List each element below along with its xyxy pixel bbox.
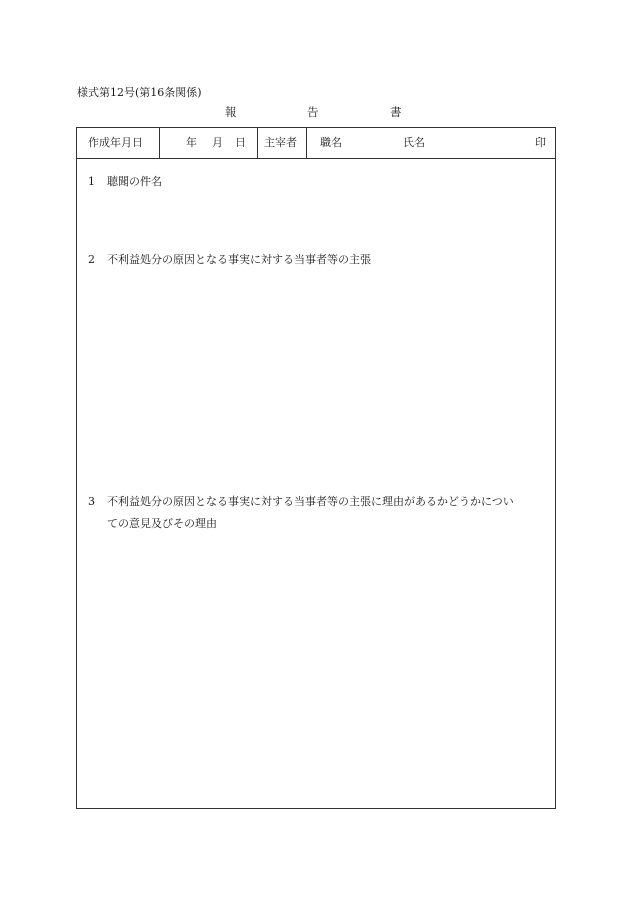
section-party-claims[interactable] — [88, 249, 548, 271]
report-form-frame — [76, 127, 556, 809]
section-heading: 不利益処分の原因となる事実に対する当事者等の主張 — [107, 253, 371, 266]
date-label: 作成年月日 — [88, 136, 143, 149]
header-row — [77, 128, 555, 159]
section-heading: 聴聞の件名 — [107, 175, 162, 188]
host-label: 主宰者 — [264, 136, 297, 149]
day-field[interactable]: 日 — [235, 136, 246, 149]
seal-label: 印 — [535, 136, 546, 149]
title-char-1: 報 — [225, 105, 237, 119]
month-field[interactable]: 月 — [212, 136, 223, 149]
header-divider — [257, 128, 258, 158]
year-field[interactable]: 年 — [186, 136, 197, 149]
title-char-2: 告 — [307, 105, 319, 119]
section-number: 1 — [88, 175, 95, 188]
section-number: 2 — [88, 253, 95, 266]
section-opinion-and-reasons[interactable] — [88, 491, 548, 535]
section-heading-line-1: 不利益処分の原因となる事実に対する当事者等の主張に理由があるかどうかについ — [107, 495, 514, 508]
section-number: 3 — [88, 495, 95, 508]
post-label: 職名 — [320, 136, 342, 149]
title-char-3: 書 — [390, 105, 402, 119]
name-label: 氏名 — [403, 136, 425, 149]
header-divider — [159, 128, 160, 158]
header-divider — [306, 128, 307, 158]
document-title — [0, 104, 630, 120]
section-hearing-subject[interactable] — [88, 171, 548, 193]
section-heading-line-2: ての意見及びその理由 — [107, 517, 217, 530]
form-number: 様式第12号(第16条関係) — [77, 86, 202, 99]
